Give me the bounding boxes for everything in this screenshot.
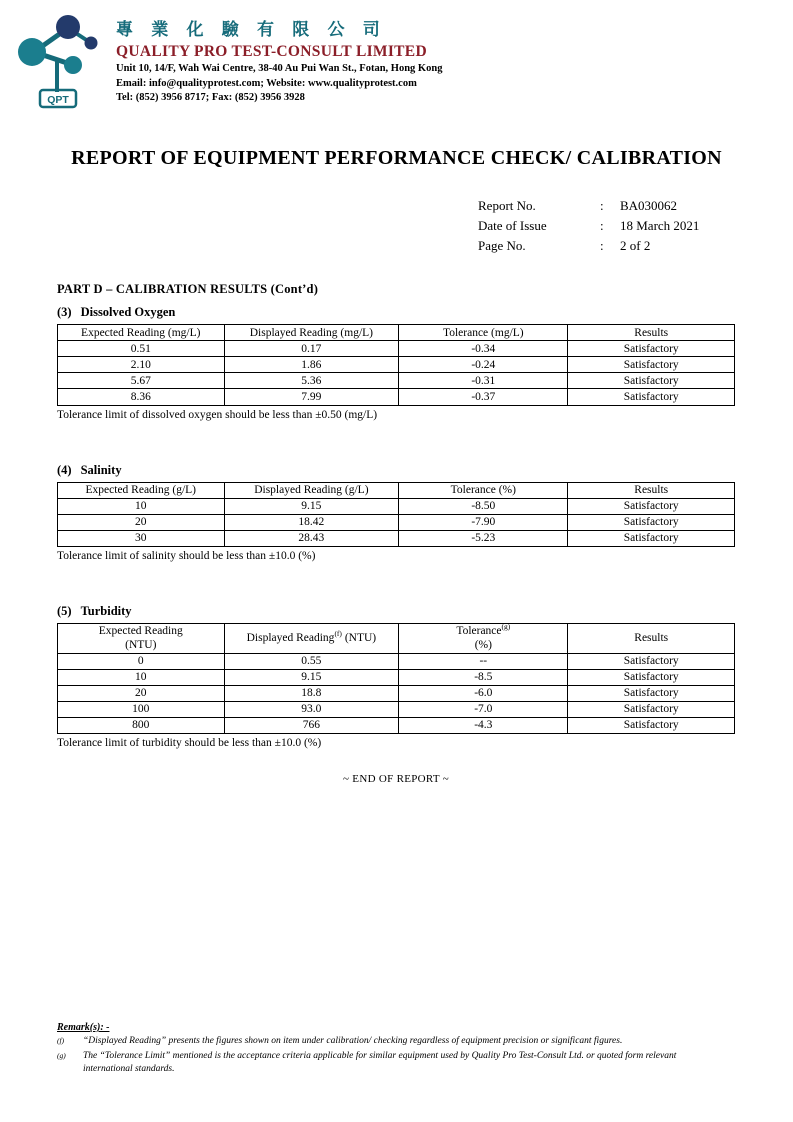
table-cell: 2.10 — [58, 357, 225, 373]
company-address: Unit 10, 14/F, Wah Wai Centre, 38-40 Au Pui Wan St., Fotan, Hong Kong — [116, 63, 443, 74]
table-cell: Satisfactory — [568, 373, 735, 389]
section-number: (3) — [57, 305, 72, 320]
table-row — [58, 653, 735, 669]
table-row — [58, 514, 735, 530]
table-row — [58, 701, 735, 717]
letterhead — [0, 0, 793, 117]
table-header-cell: Expected Reading (g/L) — [58, 482, 225, 498]
table-cell: Satisfactory — [568, 653, 735, 669]
tolerance-note: Tolerance limit of salinity should be less than ±10.0 (%) — [57, 549, 316, 562]
table-cell: -8.50 — [399, 498, 568, 514]
calibration-section — [57, 305, 735, 420]
table-cell: 5.36 — [224, 373, 399, 389]
table-cell: -6.0 — [399, 685, 568, 701]
company-contact: Email: info@qualityprotest.com; Website: www.qualityprotest.com — [116, 77, 417, 89]
table-cell: Satisfactory — [568, 341, 735, 357]
calibration-table — [57, 324, 735, 405]
table-header-cell: Displayed Reading (g/L) — [224, 482, 399, 498]
table-cell: -0.31 — [399, 373, 568, 389]
company-name-chinese: 專 業 化 驗 有 限 公 司 — [116, 20, 387, 39]
table-cell: 9.15 — [224, 498, 399, 514]
table-row — [58, 498, 735, 514]
remarks-label: Remark(s): - — [57, 1022, 110, 1033]
table-cell: 18.42 — [224, 514, 399, 530]
table-cell: 8.36 — [58, 389, 225, 405]
company-name: QUALITY PRO TEST-CONSULT LIMITED — [116, 43, 427, 60]
report-number-row — [478, 196, 793, 216]
table-cell: 766 — [224, 717, 399, 733]
table-cell: -4.3 — [399, 717, 568, 733]
colon-separator: : — [600, 218, 604, 234]
table-header-cell: Expected Reading (NTU) — [58, 623, 225, 653]
table-cell: 1.86 — [224, 357, 399, 373]
date-of-issue-value: 18 March 2021 — [620, 218, 700, 234]
table-cell: 5.67 — [58, 373, 225, 389]
company-logo-icon — [10, 12, 102, 117]
table-cell: -- — [399, 653, 568, 669]
report-number-value: BA030062 — [620, 198, 678, 213]
calibration-table — [57, 482, 735, 547]
table-cell: Satisfactory — [568, 357, 735, 373]
table-header-cell: Results — [568, 325, 735, 341]
table-cell: 93.0 — [224, 701, 399, 717]
remark-item-f — [57, 1035, 725, 1048]
remark-text-g: The “Tolerance Limit” mentioned is the acceptance criteria applicable for similar equipment used by Quality Pro Test-Consult Ltd. or quoted form relevant international standards. — [83, 1050, 677, 1074]
remarks-block — [57, 1022, 725, 1075]
table-header-cell: Tolerance (mg/L) — [399, 325, 568, 341]
colon-separator: : — [600, 238, 604, 254]
svg-text:QPT: QPT — [47, 94, 69, 106]
tolerance-note: Tolerance limit of dissolved oxygen should be less than ±0.50 (mg/L) — [57, 408, 378, 421]
remark-marker-f: (f) — [57, 1036, 65, 1045]
table-cell: -0.24 — [399, 357, 568, 373]
table-cell: -8.5 — [399, 669, 568, 685]
page-number-value: 2 of 2 — [620, 238, 651, 254]
remark-text-f: “Displayed Reading” presents the figures shown on item under calibration/ checking regardless of equipment precision or significant figures. — [83, 1036, 623, 1046]
table-header-cell: Tolerance$^{(g)}$ (%) — [399, 623, 568, 653]
table-cell: -0.37 — [399, 389, 568, 405]
section-title: Salinity — [80, 462, 122, 477]
page-number-row — [478, 236, 793, 256]
calibration-section — [57, 604, 735, 749]
table-cell: 7.99 — [224, 389, 399, 405]
sections — [57, 305, 735, 784]
table-row — [58, 530, 735, 546]
table-cell: 10 — [58, 498, 225, 514]
table-row — [58, 685, 735, 701]
table-row — [58, 357, 735, 373]
table-cell: Satisfactory — [568, 530, 735, 546]
table-header-cell: Displayed Reading (mg/L) — [224, 325, 399, 341]
table-cell: 28.43 — [224, 530, 399, 546]
section-number: (4) — [57, 462, 72, 477]
table-cell: 800 — [58, 717, 225, 733]
table-cell: Satisfactory — [568, 514, 735, 530]
table-cell: Satisfactory — [568, 685, 735, 701]
table-cell: -7.90 — [399, 514, 568, 530]
table-cell: Satisfactory — [568, 701, 735, 717]
table-cell: 0.51 — [58, 341, 225, 357]
end-of-report-label: ~ END OF REPORT ~ — [343, 772, 449, 785]
date-of-issue-label: Date of Issue — [478, 218, 547, 234]
table-header-row — [58, 482, 735, 498]
section-title: Dissolved Oxygen — [80, 305, 176, 320]
table-cell: -5.23 — [399, 530, 568, 546]
table-cell: Satisfactory — [568, 717, 735, 733]
calibration-table — [57, 623, 735, 734]
tolerance-note: Tolerance limit of turbidity should be less than ±10.0 (%) — [57, 736, 322, 749]
table-row — [58, 669, 735, 685]
remark-marker-g: (g) — [57, 1050, 66, 1060]
table-row — [58, 717, 735, 733]
table-cell: -7.0 — [399, 701, 568, 717]
report-info-block — [478, 196, 793, 256]
colon-separator: : — [600, 198, 604, 213]
table-cell: 10 — [58, 669, 225, 685]
table-header-cell: Expected Reading (mg/L) — [58, 325, 225, 341]
section-heading — [57, 463, 735, 478]
table-cell: 20 — [58, 685, 225, 701]
footnote-marker: (g) — [501, 622, 511, 632]
section-heading — [57, 604, 735, 619]
table-cell: 18.8 — [224, 685, 399, 701]
table-cell: -0.34 — [399, 341, 568, 357]
part-d-heading: PART D – CALIBRATION RESULTS (Cont’d) — [57, 282, 319, 297]
table-cell: 0.55 — [224, 653, 399, 669]
table-cell: Satisfactory — [568, 389, 735, 405]
section-heading — [57, 305, 735, 320]
section-title: Turbidity — [80, 603, 132, 618]
page-title: REPORT OF EQUIPMENT PERFORMANCE CHECK/ CALIBRATION — [71, 147, 722, 169]
table-header-cell: Results — [568, 482, 735, 498]
section-number: (5) — [57, 603, 72, 618]
table-header-cell: Displayed Reading$^{(f)}$ (NTU) — [224, 623, 399, 653]
table-row — [58, 373, 735, 389]
company-phone: Tel: (852) 3956 8717; Fax: (852) 3956 3928 — [116, 92, 305, 104]
footnote-marker: (f) — [334, 629, 342, 639]
table-cell: 0 — [58, 653, 225, 669]
table-cell: Satisfactory — [568, 669, 735, 685]
date-of-issue-row — [478, 216, 793, 236]
table-row — [58, 389, 735, 405]
letterhead-text — [116, 12, 442, 117]
table-cell: 20 — [58, 514, 225, 530]
table-header-row — [58, 325, 735, 341]
table-header-cell: Results — [568, 623, 735, 653]
table-header-row — [58, 623, 735, 653]
table-header-cell: Tolerance (%) — [399, 482, 568, 498]
calibration-section — [57, 463, 735, 562]
report-number-label: Report No. — [478, 198, 536, 213]
remark-item-g — [57, 1050, 725, 1076]
table-cell: 30 — [58, 530, 225, 546]
table-row — [58, 341, 735, 357]
page-number-label: Page No. — [478, 238, 526, 254]
table-cell: Satisfactory — [568, 498, 735, 514]
table-cell: 0.17 — [224, 341, 399, 357]
table-cell: 9.15 — [224, 669, 399, 685]
table-cell: 100 — [58, 701, 225, 717]
